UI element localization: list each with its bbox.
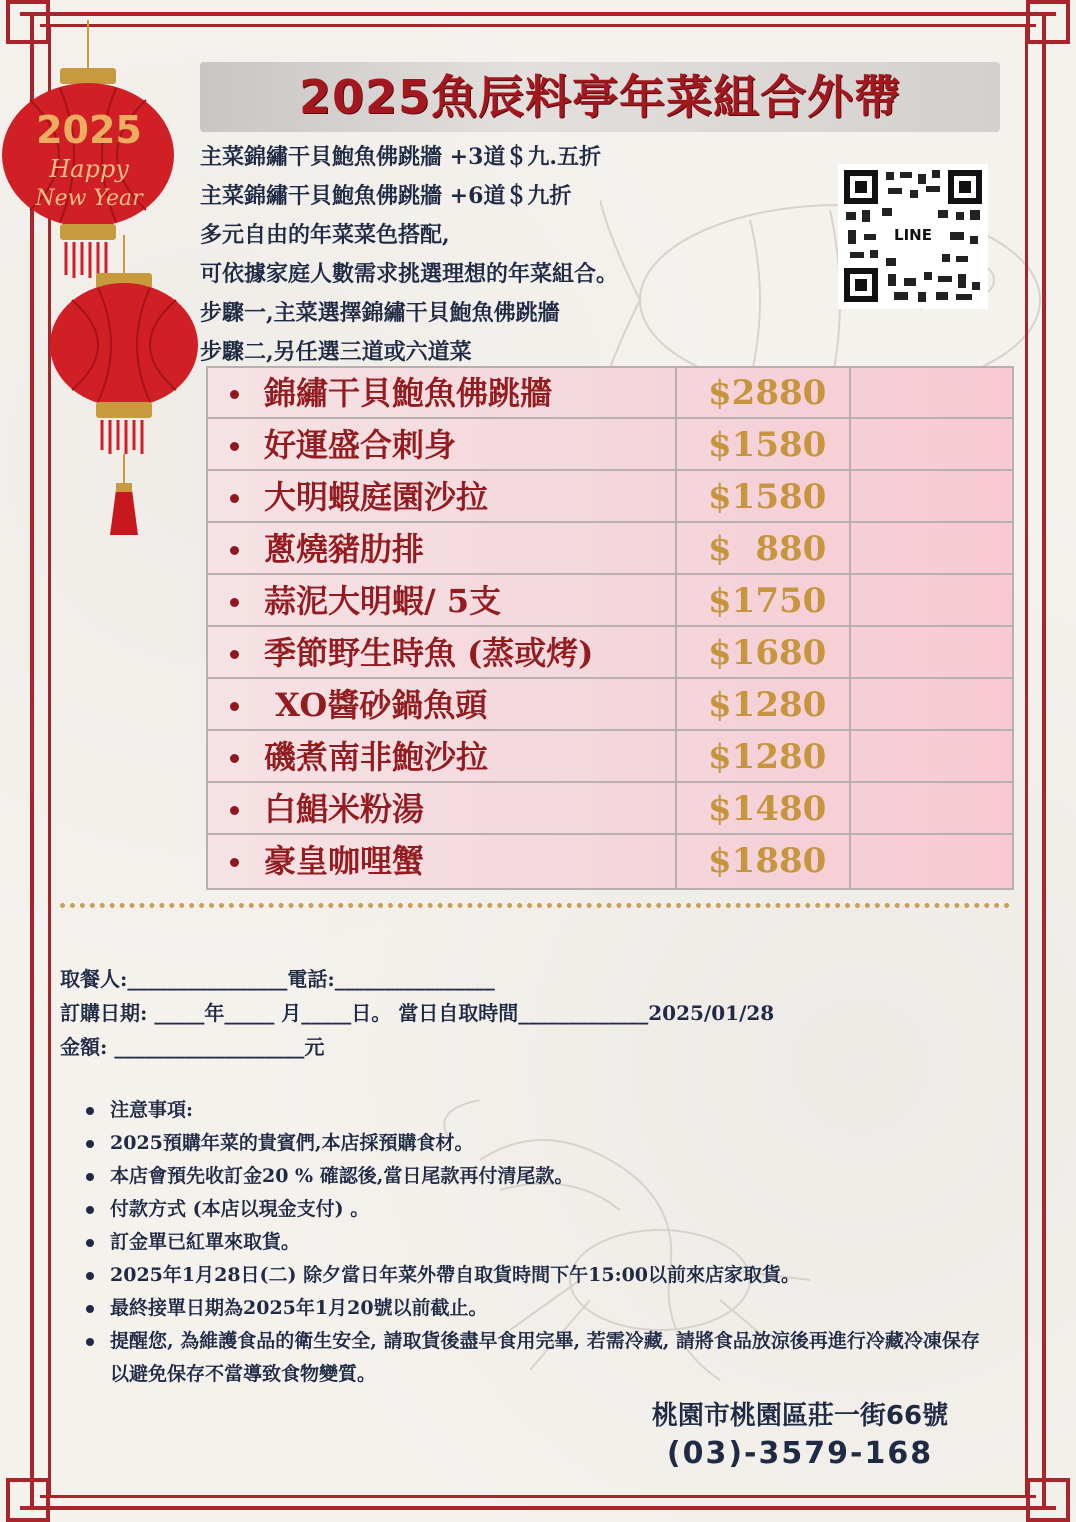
- bullet-icon: [230, 442, 239, 451]
- menu-row[interactable]: [208, 784, 1012, 835]
- dish-price: $1480: [708, 789, 827, 829]
- notes-list: [80, 1094, 1020, 1391]
- menu-row[interactable]: [208, 420, 1012, 471]
- order-form: [60, 962, 960, 1064]
- store-phone[interactable]: (03)-3579-168: [666, 1436, 934, 1471]
- menu-row[interactable]: [208, 680, 1012, 731]
- form-amount[interactable]: 金額: ___________________元: [60, 1035, 325, 1059]
- bullet-icon: [230, 598, 239, 607]
- bullet-icon: [230, 858, 239, 867]
- menu-row[interactable]: [208, 368, 1012, 419]
- form-pickup-name-phone[interactable]: 取餐人:________________電話:________________: [60, 967, 495, 991]
- dish-name: 豪皇咖哩蟹: [264, 842, 425, 880]
- frame-bottom-outer: [20, 1506, 1056, 1510]
- intro-text: [200, 138, 820, 372]
- frame-corner-br: [1026, 1478, 1070, 1522]
- note-item: 注意事項:: [80, 1094, 1020, 1127]
- menu-row[interactable]: [208, 524, 1012, 575]
- page-title: 2025魚辰料亭年菜組合外帶: [298, 70, 902, 124]
- menu-row[interactable]: [208, 836, 1012, 887]
- intro-line: 步驟二,另任選三道或六道菜: [200, 339, 472, 365]
- frame-right-inner: [1025, 24, 1028, 1498]
- note-item: 本店會預先收訂金20 % 確認後,當日尾款再付清尾款。: [80, 1160, 1020, 1193]
- frame-right-outer: [1042, 12, 1046, 1510]
- note-item: 提醒您, 為維護食品的衛生安全, 請取貨後盡早食用完畢, 若需冷藏, 請將食品放涼後再進行冷藏冷凍保存以避免保存不當導致食物變質。: [80, 1325, 990, 1391]
- menu-table: [206, 366, 1014, 890]
- dish-price: $1750: [708, 581, 827, 621]
- dish-name: 錦繡干貝鮑魚佛跳牆: [264, 374, 553, 412]
- dish-name: XO醬砂鍋魚頭: [264, 686, 488, 724]
- dish-name: 蔥燒豬肋排: [264, 530, 425, 568]
- bullet-icon: [230, 546, 239, 555]
- dish-name: 大明蝦庭園沙拉: [264, 478, 489, 516]
- dish-price: $1580: [708, 425, 827, 465]
- menu-row[interactable]: [208, 576, 1012, 627]
- bullet-icon: [230, 806, 239, 815]
- note-item: 最終接單日期為2025年1月20號以前截止。: [80, 1292, 1020, 1325]
- bullet-icon: [230, 754, 239, 763]
- dish-name: 白鯧米粉湯: [264, 790, 425, 828]
- bullet-icon: [230, 390, 239, 399]
- lantern-year: 2025: [36, 108, 142, 152]
- dish-price: $1580: [708, 477, 827, 517]
- frame-bottom-inner: [40, 1495, 1036, 1498]
- note-item: 2025年1月28日(二) 除夕當日年菜外帶自取貨時間下午15:00以前來店家取貨。: [80, 1259, 1020, 1292]
- dish-name: 季節野生時魚 (蒸或烤): [264, 634, 594, 672]
- store-address: 桃園市桃園區莊一街66號: [651, 1401, 949, 1431]
- dish-name: 好運盛合刺身: [264, 426, 457, 464]
- menu-row[interactable]: [208, 732, 1012, 783]
- dish-price: $1880: [708, 841, 827, 881]
- dish-name: 磯煮南非鮑沙拉: [264, 738, 489, 776]
- lantern-greeting-1: Happy: [49, 155, 129, 183]
- note-item: 付款方式 (本店以現金支付) 。: [80, 1193, 1020, 1226]
- lantern-greeting-2: New Year: [35, 186, 143, 211]
- dish-price: $1280: [708, 685, 827, 725]
- intro-line: 多元自由的年菜菜色搭配,: [200, 222, 450, 248]
- dish-price: $1280: [708, 737, 827, 777]
- menu-row[interactable]: [208, 472, 1012, 523]
- section-divider: [60, 903, 1010, 908]
- note-item: 2025預購年菜的貴賓們,本店採預購食材。: [80, 1127, 1020, 1160]
- menu-row[interactable]: [208, 628, 1012, 679]
- frame-corner-bl: [6, 1478, 50, 1522]
- bullet-icon: [230, 702, 239, 711]
- intro-line: 步驟一,主菜選擇錦繡干貝鮑魚佛跳牆: [200, 300, 560, 326]
- dish-price: $1680: [708, 633, 827, 673]
- dish-price: $2880: [708, 373, 827, 413]
- lantern-illustration: [0, 20, 200, 550]
- form-order-date[interactable]: 訂購日期: _____年_____ 月_____日。 當日自取時間_____________2025/01/28: [60, 1001, 775, 1025]
- intro-line: 主菜錦繡干貝鮑魚佛跳牆 +6道＄九折: [200, 183, 572, 209]
- note-item: 訂金單已紅單來取貨。: [80, 1226, 1020, 1259]
- bullet-icon: [230, 650, 239, 659]
- dish-price: $ 880: [708, 529, 827, 569]
- line-qr-code[interactable]: [838, 164, 988, 309]
- frame-top-outer: [20, 12, 1056, 16]
- intro-line: 可依據家庭人數需求挑選理想的年菜組合。: [200, 261, 619, 287]
- qr-line-label: LINE: [894, 226, 932, 244]
- intro-line: 主菜錦繡干貝鮑魚佛跳牆 +3道＄九.五折: [200, 144, 602, 170]
- dish-name: 蒜泥大明蝦/ 5支: [264, 582, 502, 620]
- frame-corner-tr: [1026, 0, 1070, 44]
- bullet-icon: [230, 494, 239, 503]
